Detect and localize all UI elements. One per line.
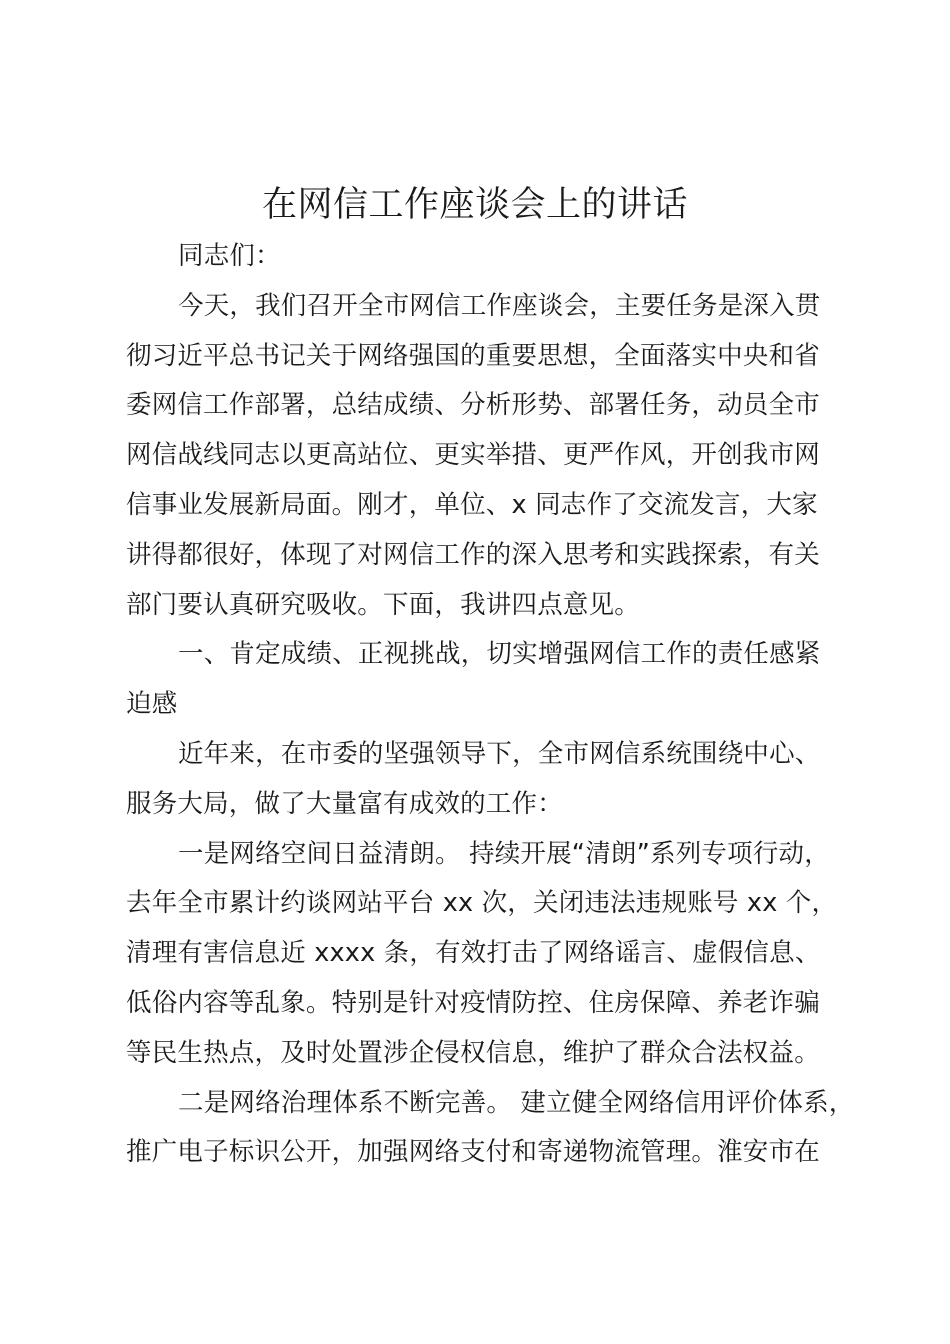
- text-line: 信事业发展新局面。刚才，单位、x 同志作了交流发言，大家: [126, 489, 818, 520]
- text-line: 等民生热点，及时处置涉企侵权信息，维护了群众合法权益。: [126, 1037, 820, 1068]
- text-line: 彻习近平总书记关于网络强国的重要思想，全面落实中央和省: [126, 340, 820, 371]
- text-line: 委网信工作部署，总结成绩、分析形势、部署任务，动员全市: [126, 390, 820, 421]
- text-line: 今天，我们召开全市网信工作座谈会，主要任务是深入贯: [178, 290, 821, 321]
- text-line: 一是网络空间日益清朗。 持续开展“清朗”系列专项行动，: [178, 838, 830, 869]
- document-title: 在网信工作座谈会上的讲话: [261, 185, 688, 225]
- text-line: 部门要认真研究吸收。下面，我讲四点意见。: [126, 589, 641, 620]
- text-line: 讲得都很好，体现了对网信工作的深入思考和实践探索，有关: [126, 539, 820, 570]
- document-body: [126, 232, 856, 1178]
- text-line: 同志们：: [178, 241, 281, 271]
- text-line: 去年全市累计约谈网站平台 xx 次，关闭违法违规账号 xx 个，: [126, 888, 838, 919]
- text-line: 二是网络治理体系不断完善。 建立健全网络信用评价体系，: [178, 1087, 855, 1118]
- text-line: 近年来，在市委的坚强领导下，全市网信系统围绕中心、: [178, 738, 821, 769]
- text-line: 迫感: [126, 689, 178, 720]
- text-line: 网信战线同志以更高站位、更实举措、更严作风，开创我市网: [126, 440, 820, 471]
- text-line: 低俗内容等乱象。特别是针对疫情防控、住房保障、养老诈骗: [126, 987, 820, 1018]
- text-line: 服务大局，做了大量富有成效的工作：: [126, 788, 563, 819]
- text-line: 推广电子标识公开，加强网络支付和寄递物流管理。淮安市在: [126, 1137, 820, 1168]
- text-line: 清理有害信息近 xxxx 条，有效打击了网络谣言、虚假信息、: [126, 938, 821, 969]
- text-line: 一、肯定成绩、正视挑战，切实增强网信工作的责任感紧: [178, 639, 821, 670]
